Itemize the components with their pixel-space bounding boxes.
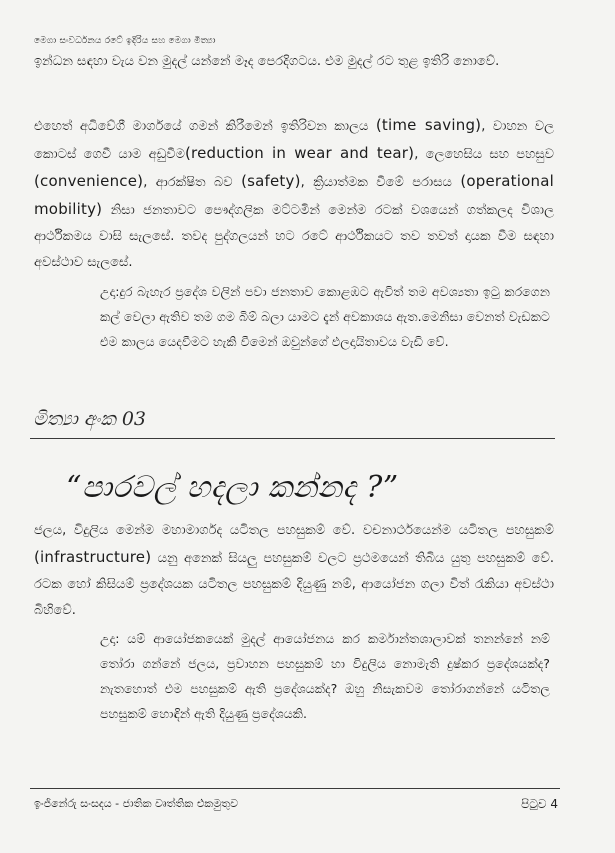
- english-term: (convenience): [34, 172, 144, 190]
- text-run: , ක්‍රියාත්මක වීමේ පරාසය: [300, 175, 461, 190]
- english-term: (infrastructure): [34, 548, 152, 566]
- benefits-text: [34, 112, 554, 276]
- text-run: , වාහන වල කොටස් ගෙවී යාම අඩුවීම: [34, 119, 554, 162]
- text-run: නිසා ජනතාවට පෞද්ගලික මට්ටමින් මෙන්ම රටක් වශයෙන් ගත්කලද විශාල ආර්ථිකමය වාසි සැලසේ. තවද පුද්ගලයන් හට රටේ ආර්ථිකයට තව තවත් දායක වීම සඳහා අවස්ථාව සැලසේ.: [34, 203, 554, 270]
- myth-number-label: මිත්‍යා අංක 03: [33, 408, 146, 430]
- footer-divider: [30, 788, 560, 789]
- english-term: (safety): [241, 172, 301, 190]
- intro-paragraph: [34, 49, 554, 75]
- text-run: , ආරක්ෂිත බව: [143, 175, 242, 190]
- text-run: එහෙත් අධිවේගී මාර්ගයේ ගමන් කිරීමෙන් ඉතිරිවන කාලය: [34, 119, 376, 134]
- english-term: (operational mobility): [34, 172, 554, 218]
- page-number: පිටුව 4: [521, 797, 558, 811]
- infrastructure-paragraph: [34, 518, 554, 624]
- english-term: (reduction in wear and tear): [184, 144, 415, 162]
- example-paragraph-1: [100, 279, 550, 354]
- running-header: මෙගා සංවර්ධනය රටේ ඉදිරිය සහ මෙගා මිත්‍යා: [34, 36, 216, 46]
- example-text-2: උදා: යම් ආයෝජකයෙක් මුදල් ආයෝජනය කර කර්මාන්තශාලාවක් තනන්නේ නම් තෝරා ගන්නේ ජලය, ප්‍රවාහන පහසුකම් හා විදුලිය නොමැති දුෂ්කර ප්‍රදේශයක්ද? නැතහොත් එම පහසුකම් ඇති ප්‍රදේශයක්ද? ඔහු නිසැකවම තෝරාගන්නේ යටිතල පහසුකම් හොඳින් ඇති දියුණු ප්‍රදේශයකි.: [100, 631, 550, 721]
- infrastructure-text: [34, 518, 554, 624]
- footer-organization: ඉංජිනේරු සංසදය - ජාතික වෘත්තික එකමුතුව: [34, 797, 238, 810]
- section-divider: [30, 438, 555, 439]
- intro-text: ඉන්ධන සඳහා වැය වන මුදල් යන්නේ මෑද පෙරදිගටය. එම මුදල් රට තුළ ඉතිරි නොවේ.: [34, 54, 500, 69]
- english-term: (time saving): [375, 116, 482, 134]
- example-paragraph-2: [100, 626, 550, 726]
- benefits-paragraph: [34, 112, 554, 276]
- text-run: ජලය, විදුලිය මෙන්ම මහාමාර්ගද යටිතල පහසුකම් වේ. වචනාර්ථයෙන්ම යටිතල පහසුකම්: [34, 523, 554, 538]
- example-text-1: උදා:දුර බැහැර ප්‍රදේශ වලින් පවා ජනතාව කොළඹට ඇවිත් තම අවශ්‍යතා ඉටු කරගෙන කල් වෙලා ඇතිව තම ගම බිම් බලා යාමට දැන් අවකාශය ඇත.මෙනිසා වෙනත් වැඩකට එම කාලය යෙදවීමට හැකි වීමෙන් ඔවුන්ගේ ඵලදායිතාවය වැඩි වේ.: [100, 284, 550, 349]
- text-run: යනු අනෙක් සියලු පහසුකම් වලට ප්‍රථමයෙන් තිබිය යුතු පහසුකම් වේ. රටක හෝ කිසියම් ප්‍රදේශයක යටිතල පහසුකම් දියුණු නම්, ආයෝජන ගලා විත් රැකියා අවස්ථා බිහිවේ.: [34, 551, 554, 618]
- myth-title: “පාරවල් හදලා කන්නද ?”: [66, 470, 399, 505]
- text-run: , ලෙහෙසිය සහ පහසුව: [414, 147, 554, 162]
